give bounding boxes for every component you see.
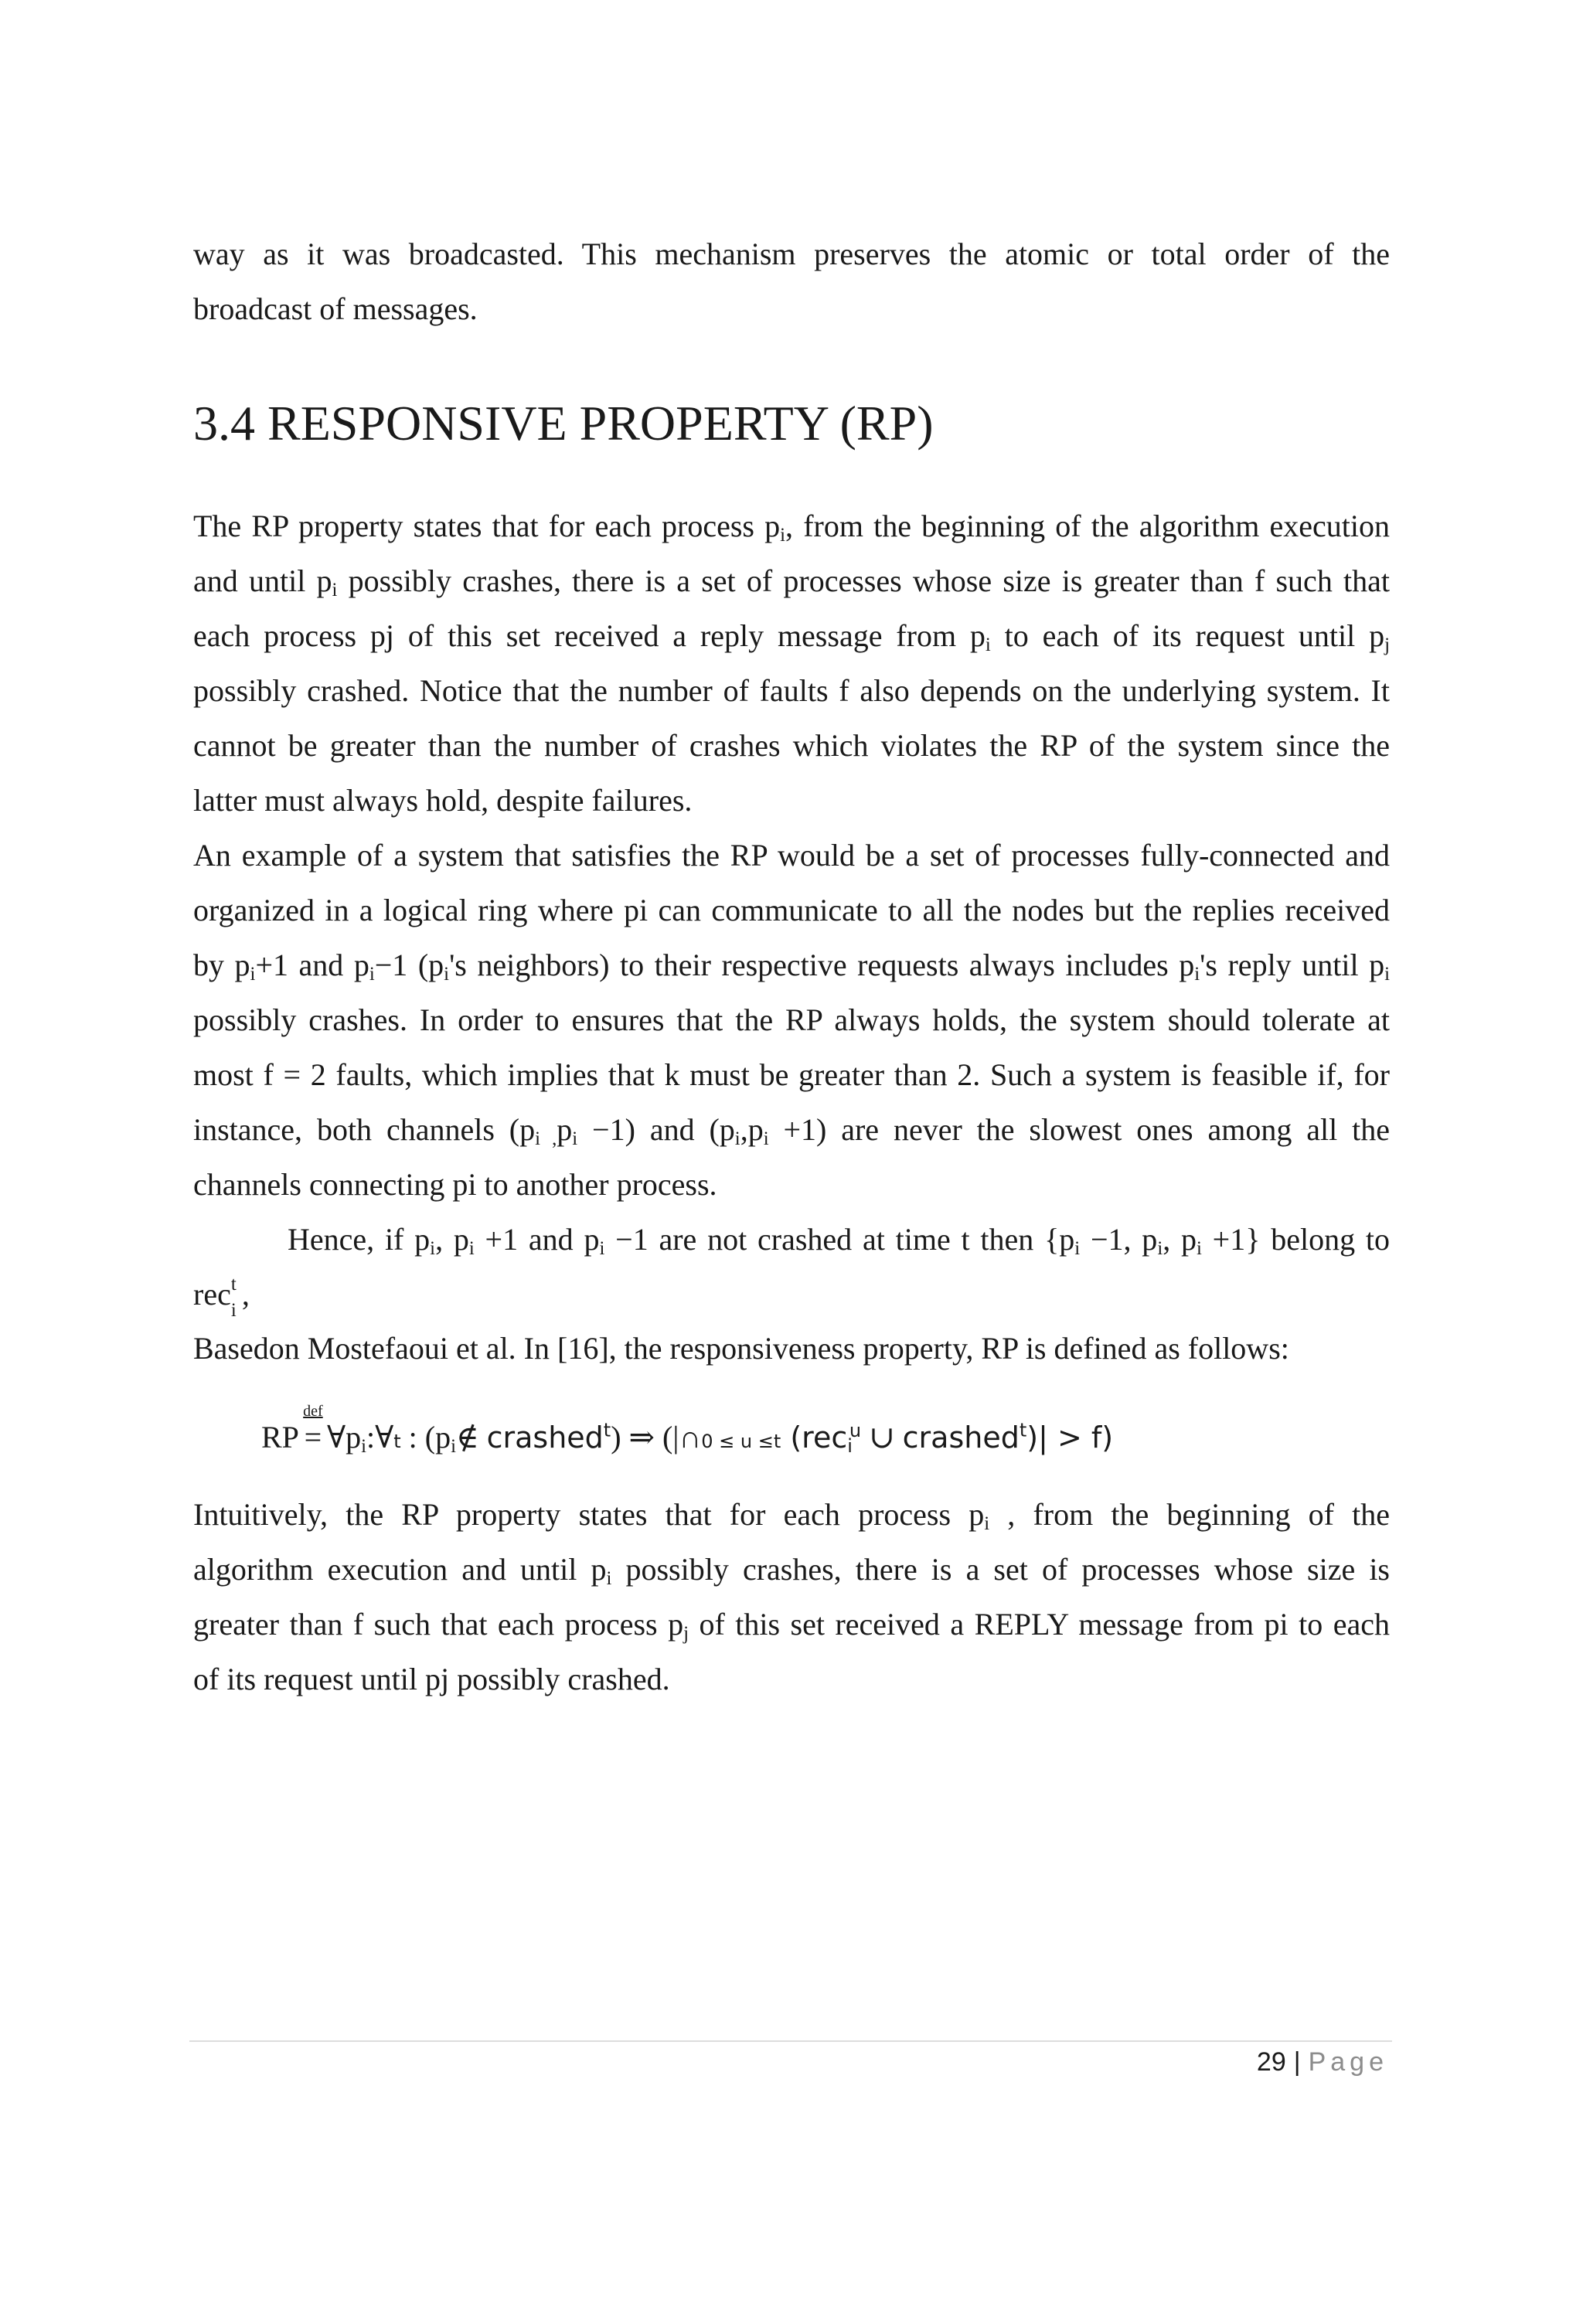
para4-line-1: Basedon Mostefaoui et al. In [16], the responsiveness property, RP is defined as follows: bbox=[193, 1331, 1289, 1366]
para2-line-5: most f = 2 faults, which implies that k must be greater than 2. Such a system is feasible if, for bbox=[193, 1057, 1390, 1092]
page-footer bbox=[1257, 2043, 1388, 2081]
paragraph-intuitively bbox=[193, 1487, 1390, 1706]
para1-line-3: each process pj of this set received a reply message from $p_i$ to each of its request until $p_j$ bbox=[193, 618, 1390, 656]
para1-line-4: possibly crashed. Notice that the number of faults f also depends on the underlying system. It bbox=[193, 673, 1390, 708]
para5-line-3: greater than f such that each process $p_j$ of this set received a REPLY message from pi to each bbox=[193, 1607, 1390, 1645]
para2-line-6: instance, both channels ($p_i$ $_,p_i -1$) and $(p_i,p_i +1)$ are never the slowest ones among all the bbox=[193, 1112, 1391, 1150]
para2-line-2: organized in a logical ring where pi can communicate to all the nodes but the replies received bbox=[193, 893, 1390, 927]
formula-lhs: RP bbox=[261, 1420, 299, 1455]
footer-separator: | bbox=[1293, 2047, 1301, 2077]
para2-line-3: by $p_i+1$ and $p_i-1$ ($p_i's$ neighbors) to their respective requests always includes $p_i's$ reply until $p_i$ bbox=[193, 948, 1391, 985]
para2-line-7: channels connecting pi to another process. bbox=[193, 1167, 717, 1202]
page-number: 29 bbox=[1256, 2047, 1286, 2077]
def-equals-symbol: def = bbox=[303, 1403, 323, 1455]
page-label: Page bbox=[1308, 2047, 1388, 2077]
footer-divider bbox=[189, 2040, 1392, 2042]
para1-line-2: and until $p_i$ possibly crashes, there is a set of processes whose size is greater than f such that bbox=[193, 563, 1391, 601]
intro-line-2: broadcast of messages. bbox=[193, 291, 478, 326]
section-heading: 3.4 RESPONSIVE PROPERTY (RP) bbox=[193, 396, 934, 451]
paragraph-rp-example bbox=[193, 828, 1390, 1212]
para1-line-1: The RP property states that for each process $p_i$, from the beginning of the algorithm execution bbox=[193, 509, 1390, 546]
para5-line-1: Intuitively, the RP property states that for each process $p_i$ , from the beginning of the bbox=[193, 1497, 1390, 1535]
rp-formula: RP def = $\forall p_i:\forall t$ : ($p_i\notin$ crashed$^t$) ⇒ (|∩0 ≤ u ≤t (rec$_i^u$ ∪ crashed$^t$)| > f) bbox=[261, 1414, 1113, 1465]
para5-line-2: algorithm execution and until $p_i$ possibly crashes, there is a set of processes whose size is bbox=[193, 1552, 1391, 1590]
intro-paragraph bbox=[193, 226, 1390, 336]
para2-line-4: possibly crashes. In order to ensures that the RP always holds, the system should tolerate at bbox=[193, 1002, 1390, 1037]
para2-line-1: An example of a system that satisfies the RP would be a set of processes fully-connected and bbox=[193, 838, 1390, 873]
para3-line-1: Hence, if $p_i$, $p_i +1$ and $p_i -1$ are not crashed at time t then {$p_i -1$, $p_i$, $p_i +1$} belong to bbox=[288, 1222, 1391, 1260]
para5-line-4: of its request until pj possibly crashed. bbox=[193, 1662, 670, 1696]
para1-line-6: latter must always hold, despite failures. bbox=[193, 783, 693, 818]
paragraph-rp-definition bbox=[193, 498, 1390, 828]
para1-line-5: cannot be greater than the number of crashes which violates the RP of the system since the bbox=[193, 728, 1390, 763]
paragraph-based-on bbox=[193, 1321, 1390, 1376]
para3-line-2: rec t i , bbox=[193, 1274, 250, 1321]
intro-line-1: way as it was broadcasted. This mechanism preserves the atomic or total order of the bbox=[193, 236, 1390, 271]
paragraph-hence bbox=[193, 1212, 1390, 1322]
